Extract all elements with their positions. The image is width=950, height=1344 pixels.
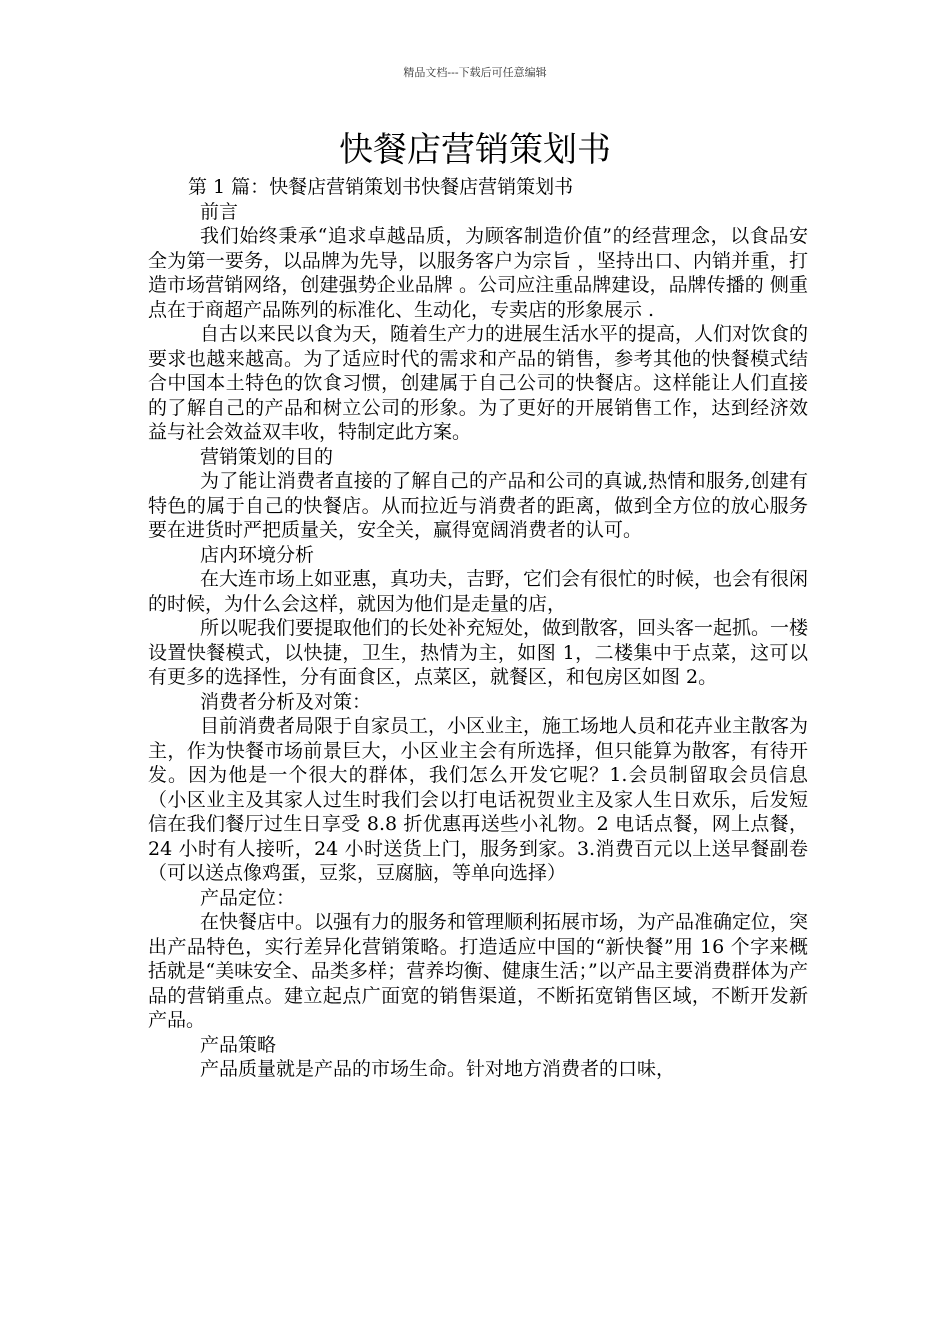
section-heading-positioning: 产品定位： [200, 886, 296, 909]
paragraph: 我们始终秉承“追求卓越品质，为顾客制造价值”的经营理念，以食品安全为第一要务，以品牌为先导，以服务客户为宗旨 ，坚持出口、内销并重，打造市场营销网络，创建强势企业品牌 。公司应注重品牌建设，品牌传播的 侧重点在于商超产品陈列的标准化、生动化，专卖店的形象展示 . [148, 225, 808, 321]
paragraph: 所以呢我们要提取他们的长处补充短处，做到散客，回头客一起抓。一楼设置快餐模式，以快捷，卫生，热情为主，如图 1，二楼集中于点菜，这可以有更多的选择性，分有面食区，点菜区，就餐区，和包房区如图 2。 [148, 617, 809, 688]
paragraph: 为了能让消费者直接的了解自己的产品和公司的真诚,热情和服务,创建有特色的属于自己的快餐店。从而拉近与消费者的距离，做到全方位的放心服务要在进货时严把质量关，安全关，赢得宽阔消费者的认可。 [148, 470, 808, 541]
page-header-note: 精品文档---下载后可任意编辑 [403, 66, 547, 79]
section-heading-preface: 前言 [200, 200, 239, 223]
section-heading-purpose: 营销策划的目的 [200, 445, 334, 468]
paragraph: 自古以来民以食为天，随着生产力的进展生活水平的提高，人们对饮食的要求也越来越高。为了适应时代的需求和产品的销售，参考其他的快餐模式结合中国本土特色的饮食习惯，创建属于自己公司的快餐店。这样能让人们直接的了解自己的产品和树立公司的形象。为了更好的开展销售工作，达到经济效益与社会效益双丰收，特制定此方案。 [148, 323, 809, 443]
section-heading-consumers: 消费者分析及对策： [200, 690, 372, 713]
paragraph: 在大连市场上如亚惠，真功夫，吉野，它们会有很忙的时候，也会有很闲的时候，为什么会这样，就因为他们是走量的店， [148, 568, 809, 615]
section-heading-product-strategy: 产品策略 [200, 1033, 277, 1056]
paragraph: 产品质量就是产品的市场生命。针对地方消费者的口味， [200, 1058, 676, 1080]
paragraph: 目前消费者局限于自家员工，小区业主，施工场地人员和花卉业主散客为主，作为快餐市场前景巨大，小区业主会有所选择，但只能算为散客，有待开发。因为他是一个很大的群体，我们怎么开发它呢？1.会员制留取会员信息（小区业主及其家人过生时我们会以打电话祝贺业主及家人生日欢乐，后发短信在我们餐厅过生日享受 8.8 折优惠再送些小礼物。2 电话点餐，网上点餐，24 小时有人接听，24 小时送货上门，服务到家。3.消费百元以上送早餐副卷（可以送点像鸡蛋，豆浆，豆腐脑，等单向选择） [148, 715, 809, 884]
section-heading-environment: 店内环境分析 [200, 543, 315, 566]
document-body [148, 175, 808, 1082]
paragraph: 在快餐店中。以强有力的服务和管理顺利拓展市场，为产品准确定位，突出产品特色，实行差异化营销策略。打造适应中国的“新快餐”用 16 个字来概括就是“美味安全、品类多样；营养均衡、健康生活；”以产品主要消费群体为产品的营销重点。建立起点广面宽的销售渠道，不断拓宽销售区域，不断开发新产品。 [148, 911, 809, 1031]
document-title: 快餐店营销策划书 [339, 130, 611, 170]
chapter-heading: 第 1 篇：快餐店营销策划书快餐店营销策划书 [188, 176, 574, 198]
